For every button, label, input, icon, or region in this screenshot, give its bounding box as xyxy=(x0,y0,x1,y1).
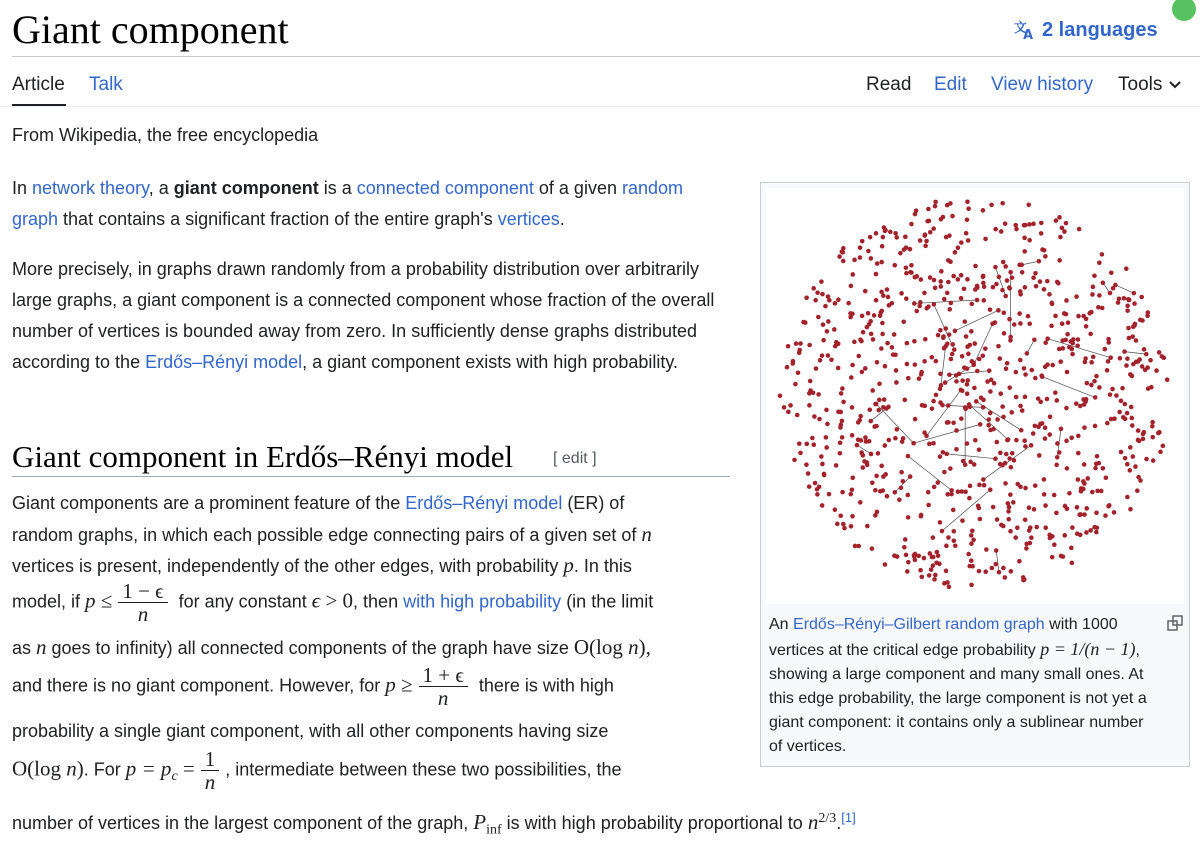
denominator: n xyxy=(437,686,449,710)
math: n xyxy=(36,635,47,659)
section-heading: Giant component in Erdős–Rényi model xyxy=(12,439,514,474)
language-button[interactable] xyxy=(1014,16,1158,44)
math: O(log xyxy=(12,756,67,781)
link-erdos-renyi-model-2[interactable]: Erdős–Rényi model xyxy=(405,493,563,513)
math: p = p xyxy=(125,756,172,781)
text: model, if xyxy=(12,591,86,612)
enlarge-icon[interactable] xyxy=(1167,615,1183,631)
tab-article[interactable]: Article xyxy=(12,74,65,95)
denominator: n xyxy=(137,602,149,626)
math: p xyxy=(85,588,96,613)
text: Giant components are a prominent feature of the xyxy=(12,493,406,513)
text: vertices is present, independently of the other edges, with probability xyxy=(12,556,564,576)
tools-menu[interactable] xyxy=(1118,72,1182,98)
numerator: 1 xyxy=(201,748,220,771)
math: ) xyxy=(76,756,84,781)
math-superscript: 2/3 xyxy=(818,811,837,826)
text: In xyxy=(12,178,33,198)
tab-edit[interactable]: Edit xyxy=(934,74,967,95)
section-line-8 xyxy=(12,748,621,793)
section-line-7 xyxy=(12,718,608,744)
math: ϵ xyxy=(311,588,321,613)
text: . xyxy=(559,209,565,229)
tabs-divider xyxy=(0,106,1200,107)
text: , a xyxy=(148,178,174,198)
tab-view-history[interactable]: View history xyxy=(991,74,1094,95)
text: An xyxy=(769,616,794,633)
section-line-9 xyxy=(12,805,856,844)
math: p xyxy=(563,553,574,577)
title-divider xyxy=(12,56,1200,57)
tools-label: Tools xyxy=(1118,74,1163,95)
text: , intermediate between these two possibilities, the xyxy=(225,759,622,780)
numerator: 1 − ϵ xyxy=(118,580,167,603)
section-line-3 xyxy=(12,552,632,579)
intro-paragraph-2 xyxy=(12,254,732,378)
svg-text:文: 文 xyxy=(1014,20,1027,36)
math: n xyxy=(641,522,652,546)
text: with 1000 vertices at the critical edge probability xyxy=(769,616,1118,659)
math-subscript: inf xyxy=(486,822,502,838)
text: probability a single giant component, with all other components having size xyxy=(12,721,609,741)
text: number of vertices in the largest component of the graph, xyxy=(12,813,474,833)
text: . xyxy=(836,813,842,833)
math-op: ≤ xyxy=(95,588,113,613)
math-op: = xyxy=(177,756,195,781)
section-line-1 xyxy=(12,490,624,516)
link-erdos-renyi-model[interactable]: Erdős–Rényi model xyxy=(145,352,303,372)
figure-box xyxy=(760,182,1190,767)
math: p xyxy=(385,672,396,697)
denominator: n xyxy=(204,770,216,794)
math: n xyxy=(66,756,77,781)
text: , showing a large component and many small ones. At this edge probability, the large component is not yet a giant component: it contains only a sublinear number of vertices. xyxy=(769,642,1147,755)
text: (in the limit xyxy=(561,591,654,612)
text: , then xyxy=(353,591,404,612)
status-dot xyxy=(1172,0,1196,21)
math: > 0 xyxy=(320,588,354,613)
math: n xyxy=(628,635,639,659)
link-with-high-probability[interactable]: with high probability xyxy=(403,591,562,612)
section-line-6 xyxy=(12,664,614,709)
math: P xyxy=(473,810,487,834)
text: there is with high xyxy=(473,675,614,696)
reference-link[interactable]: [1] xyxy=(841,810,856,825)
tab-read[interactable]: Read xyxy=(866,74,912,95)
language-label: 2 languages xyxy=(1042,18,1158,41)
tab-talk[interactable]: Talk xyxy=(89,74,123,95)
bold-term: giant component xyxy=(173,178,319,198)
math-subscript: c xyxy=(171,768,178,784)
link-network-theory[interactable]: network theory xyxy=(32,178,149,198)
text: is a xyxy=(318,178,357,198)
text: More precisely, in graphs drawn randomly from a probability distribution over arbitrarily large graphs, a giant component is a connected component whose fraction of the overall number of vertices is bounded away from zero. In sufficiently dense graphs distributed according to the xyxy=(12,259,715,372)
text: for any constant xyxy=(173,591,312,612)
text: as xyxy=(12,638,37,658)
translate-icon xyxy=(1014,19,1036,41)
figure-caption xyxy=(769,613,1149,759)
intro-paragraph-1 xyxy=(12,173,732,235)
section-line-4 xyxy=(12,580,653,625)
tagline: From Wikipedia, the free encyclopedia xyxy=(12,125,319,145)
text: . For xyxy=(83,759,126,780)
page-title: Giant component xyxy=(12,7,289,52)
link-connected-component[interactable]: connected component xyxy=(356,178,534,198)
link-random-graph[interactable]: random graph xyxy=(12,178,683,229)
link-vertices[interactable]: vertices xyxy=(497,209,560,229)
section-edit-link[interactable]: [ edit ] xyxy=(553,450,597,467)
text: random graphs, in which each possible edge connecting pairs of a given set of xyxy=(12,525,642,545)
text: that contains a significant fraction of the entire graph's xyxy=(58,209,498,229)
link-erdos-renyi-gilbert[interactable]: Erdős–Rényi–Gilbert random graph xyxy=(793,616,1045,633)
graph-nodes xyxy=(778,200,1170,590)
text: of a given xyxy=(533,178,622,198)
section-divider xyxy=(12,476,730,477)
math: n xyxy=(807,810,819,834)
section-line-2 xyxy=(12,521,652,548)
text: (ER) of xyxy=(562,493,625,513)
fraction xyxy=(118,580,167,625)
text: , a giant component exists with high probability. xyxy=(302,352,679,372)
math: p = 1/(n − 1) xyxy=(1040,639,1136,659)
text: . In this xyxy=(573,556,632,576)
random-graph-image[interactable] xyxy=(766,188,1184,604)
math-op: ≥ xyxy=(395,672,413,697)
numerator: 1 + ϵ xyxy=(419,664,468,687)
svg-text:A: A xyxy=(1023,28,1034,41)
text: is with high probability proportional to xyxy=(501,813,808,833)
text: goes to infinity) all connected components of the graph have size xyxy=(46,638,574,658)
fraction xyxy=(201,748,220,793)
section-line-5 xyxy=(12,634,651,661)
fraction xyxy=(419,664,468,709)
chevron-down-icon xyxy=(1168,78,1182,92)
text: and there is no giant component. However, for xyxy=(12,675,386,696)
math: ), xyxy=(638,635,651,659)
math: O(log xyxy=(573,635,629,659)
